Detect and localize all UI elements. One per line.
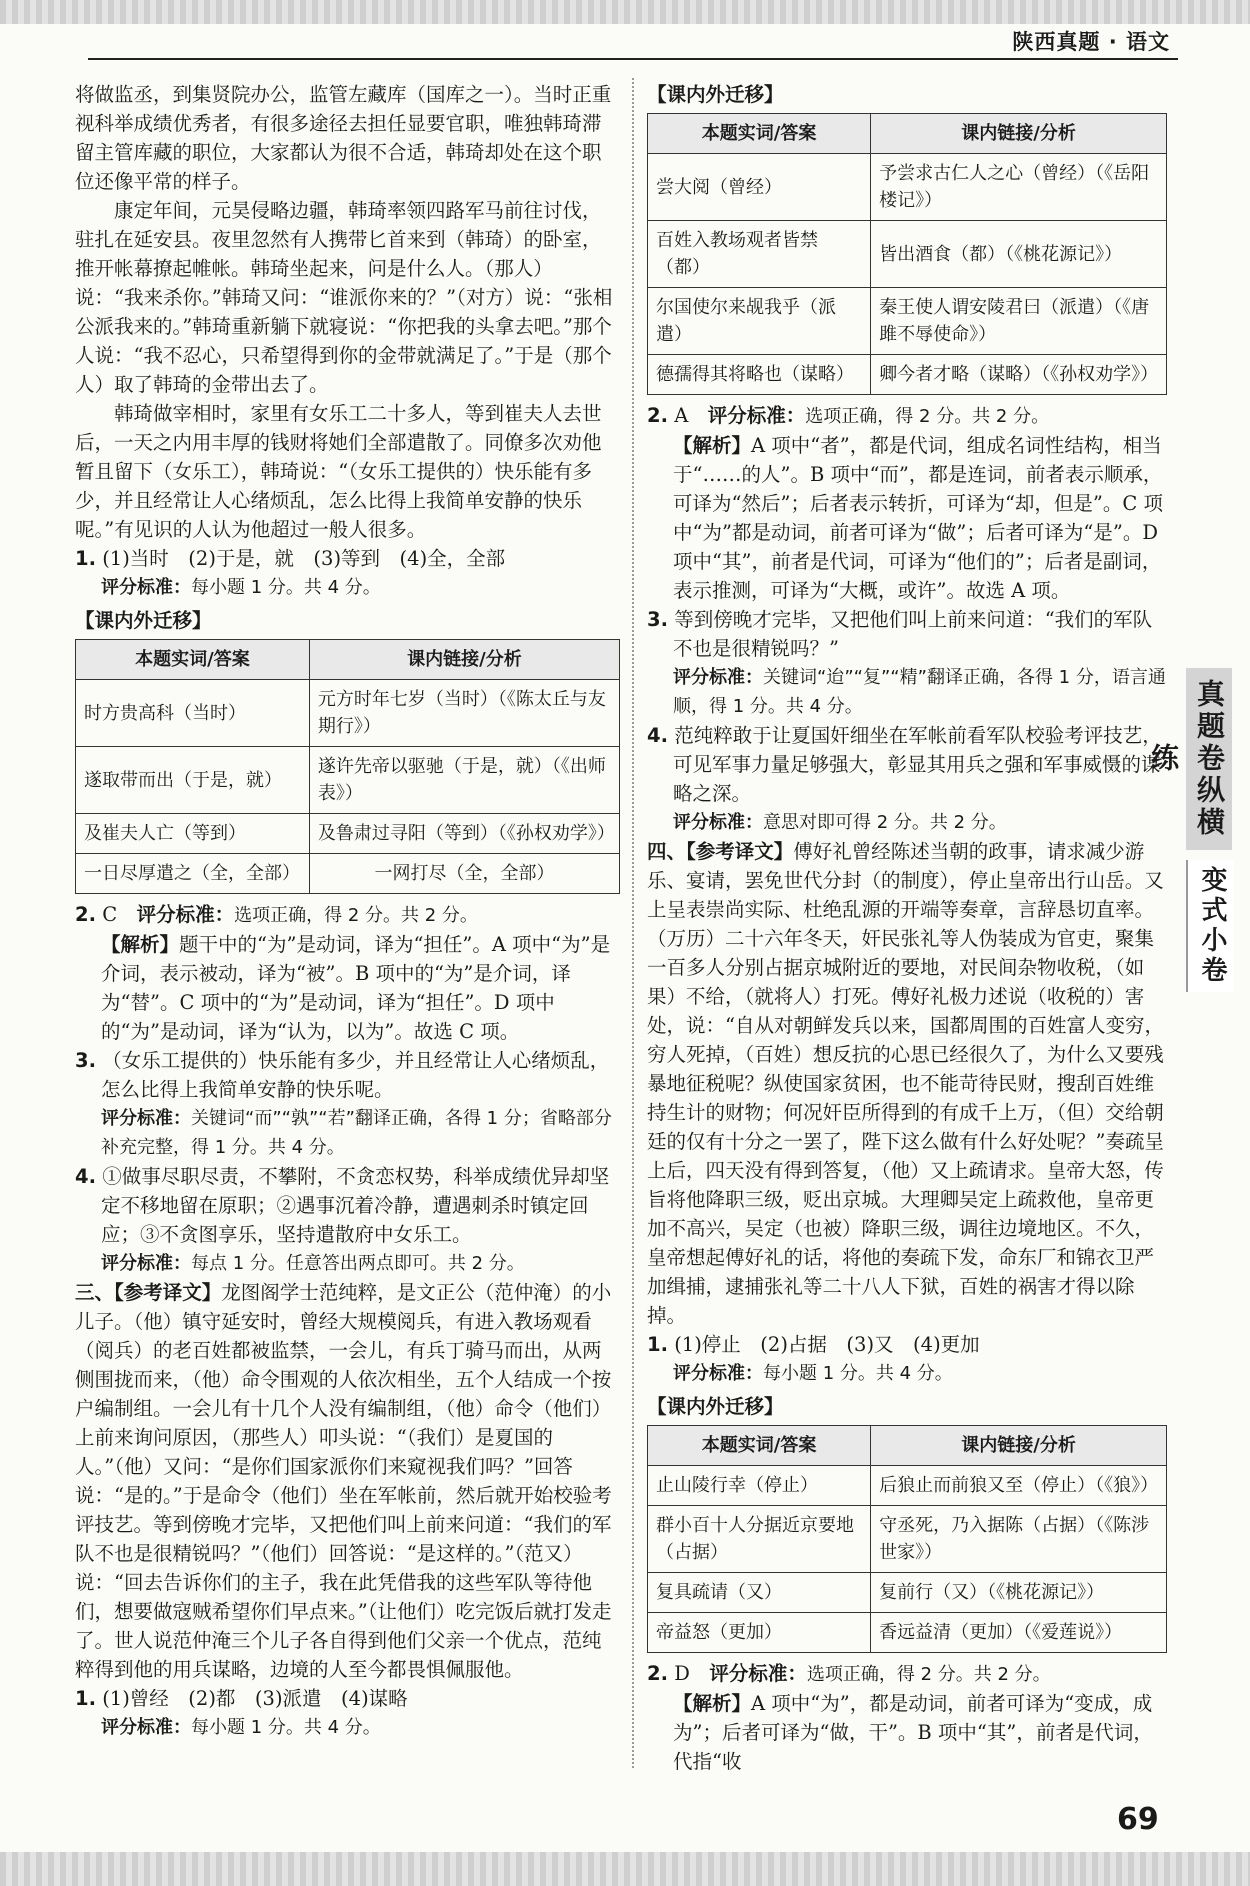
table-cell: 及鲁肃过寻阳（等到）（《孙权劝学》） (309, 814, 619, 854)
q-number: 1. (75, 1687, 96, 1710)
section-label: 三、【参考译文】 (75, 1281, 222, 1304)
answer-s4q1 (647, 1330, 1167, 1359)
score-text: 选项正确，得 2 分。共 2 分。 (805, 406, 1050, 427)
transfer-title: 【课内外迁移】 (647, 1395, 784, 1418)
analysis-text: A 项中“者”，都是代词，组成名词性结构，相当于“……的人”。B 项中“而”，都是连词，前者表示顺承，可译为“然后”；后者表示转折，可译为“却，但是”。C 项中“为”都是动词，前者可译为“做”；后者可译为“是”。D 项中“其”，前者是代词，可译为“他们的”；后者是副词，表示推测，可译为“大概，或许”。故选 A 项。 (673, 434, 1163, 602)
table-header-link: 课内链接/分析 (871, 114, 1167, 154)
score-q4 (647, 808, 1167, 837)
table-cell: 卿今者才略（谋略）（《孙权劝学》） (871, 355, 1167, 395)
table-row (648, 1466, 1167, 1506)
transfer-table-3 (647, 1425, 1167, 1653)
table-row (76, 854, 620, 894)
table-header-word: 本题实词/答案 (648, 114, 871, 154)
answer-text: ①做事尽职尽责，不攀附，不贪恋权势，科举成绩优异却坚定不移地留在原职；②遇事沉着冷静，遭遇刺杀时镇定回应；③不贪图享乐，坚持遣散府中女乐工。 (101, 1165, 610, 1246)
score-text: 选项正确，得 2 分。共 2 分。 (234, 905, 478, 926)
table-cell: 一日尽厚遣之（全，全部） (76, 854, 310, 894)
q-number: 4. (75, 1165, 96, 1188)
answer-text: 范纯粹敢于让夏国奸细坐在军帐前看军队校验考评技艺，可见军事力量足够强大，彰显其用兵之强和军事威慑的谋略之深。 (673, 724, 1162, 805)
analysis-q2 (647, 431, 1167, 605)
answer-q4 (647, 721, 1167, 808)
section-text: 傅好礼曾经陈述当朝的政事，请求减少游乐、宴请，罢免世代分封（的制度），停止皇帝出行山岳。又上呈表崇尚实际、杜绝乱源的开端等奏章，言辞恳切直率。（万历）二十六年冬天，奸民张礼等人伪装成为官吏，聚集一百多人分别占据京城附近的要地，对民间杂物收税，（如果）不给，（就将人）打死。傅好礼极力述说（收税的）害处，说：“自从对朝鲜发兵以来，国都周围的百姓富人变穷，穷人死掉，（百姓）想反抗的心思已经很久了，为什么又要残暴地征税呢？纵使国家贫困，也不能苛待民财，搜刮百姓维持生计的财物；何况奸臣所得到的有成千上万，（但）交给朝廷的仅有十分之一罢了，陛下这么做有什么好处呢？”奏疏呈上后，四天没有得到答复，（他）又上疏请求。皇帝大怒，传旨将他降职三级，贬出京城。大理卿吴定上疏救他，皇帝更加不高兴，吴定（也被）降职三级，调往边境地区。不久，皇帝想起傅好礼的话，将他的奏疏下发，命东厂和锦衣卫严加缉捕，逮捕张礼等二十八人下狱，百姓的祸害才得以除掉。 (647, 840, 1164, 1327)
score-text: 关键词“迨”“复”“精”翻译正确，各得 1 分，语言通顺，得 1 分。共 4 分。 (673, 667, 1166, 717)
score-text: 每小题 1 分。共 4 分。 (191, 577, 381, 598)
section-3-translation (75, 1278, 620, 1684)
translation-para-2: 康定年间，元昊侵略边疆，韩琦率领四路军马前往讨伐，驻扎在延安县。夜里忽然有人携带匕首来到（韩琦）的卧室，推开帐幕撩起帷帐。韩琦坐起来，问是什么人。（那人）说：“我来杀你。”韩琦又问：“谁派你来的？”（对方）说：“张相公派我来的。”韩琦重新躺下就寝说：“你把我的头拿去吧。”那个人说：“我不忍心，只希望得到你的金带就满足了。”于是（那个人）取了韩琦的金带出去了。 (75, 199, 613, 396)
header-rule (88, 58, 1178, 60)
transfer-table-1 (75, 639, 620, 894)
table-cell: 秦王使人谓安陵君曰（派遣）（《唐雎不辱使命》） (871, 288, 1167, 355)
score-label: 评分标准： (101, 577, 191, 598)
table-row (648, 1506, 1167, 1573)
analysis-text: A 项中“为”，都是动词，前者可译为“变成，成为”；后者可译为“做，干”。B 项中“其”，前者是代词，代指“收 (673, 1692, 1153, 1773)
answer-text: (1)曾经 (2)都 (3)派遣 (4)谋略 (102, 1687, 408, 1710)
table-header-link: 课内链接/分析 (309, 640, 619, 680)
answer-s3q1 (75, 1684, 620, 1713)
q-number: 2. (647, 1662, 668, 1685)
q-number: 1. (75, 547, 96, 570)
table-row (76, 680, 620, 747)
analysis-text: 题干中的“为”是动词，译为“担任”。A 项中“为”是介词，表示被动，译为“被”。B 项中的“为”是介词，译为“替”。C 项中的“为”是动词，译为“担任”。D 项中的“为”是动词，译为“认为，以为”。故选 C 项。 (101, 933, 611, 1043)
table-header-word: 本题实词/答案 (648, 1426, 871, 1466)
translation-para-1: 将做监丞，到集贤院办公，监管左藏库（国库之一）。当时正重视科举成绩优秀者，有很多途径去担任显要官职，唯独韩琦滞留主管库藏的职位，大家都认为很不合适，韩琦却处在这个职位还像平常的样子。 (75, 83, 612, 193)
score-label: 评分标准： (136, 903, 235, 926)
table-row (648, 221, 1167, 288)
score-text: 每小题 1 分。共 4 分。 (191, 1717, 381, 1738)
answer-q1 (75, 544, 620, 573)
table-row (648, 1573, 1167, 1613)
table-cell: 德孺得其将略也（谋略） (648, 355, 871, 395)
answer-text: (1)停止 (2)占据 (3)又 (4)更加 (674, 1333, 980, 1356)
section-4-translation (647, 837, 1167, 1330)
table-cell: 百姓入教场观者皆禁（都） (648, 221, 871, 288)
score-label: 评分标准： (673, 812, 763, 833)
score-label: 评分标准： (101, 1108, 191, 1129)
score-text: 每点 1 分。任意答出两点即可。共 2 分。 (191, 1253, 525, 1274)
translation-para-3: 韩琦做宰相时，家里有女乐工二十多人，等到崔夫人去世后，一天之内用丰厚的钱财将她们全部遣散了。同僚多次劝他暂且留下（女乐工），韩琦说：“（女乐工提供的）快乐能有多少，并且经常让人心绪烦乱，怎么比得上我简单安静的快乐呢。”有见识的人认为他超过一般人很多。 (75, 402, 602, 541)
column-divider (632, 78, 634, 1768)
table-cell: 止山陵行幸（停止） (648, 1466, 871, 1506)
score-text: 关键词“而”“孰”“若”翻译正确，各得 1 分；省略部分补充完整，得 1 分。共 4 分。 (101, 1108, 612, 1158)
score-text: 意思对即可得 2 分。共 2 分。 (763, 812, 1007, 833)
table-header-link: 课内链接/分析 (871, 1426, 1167, 1466)
answer-text: (1)当时 (2)于是，就 (3)等到 (4)全，全部 (102, 547, 506, 570)
score-label: 评分标准： (101, 1253, 191, 1274)
answer-q4 (75, 1162, 620, 1249)
table-cell: 一网打尽（全，全部） (309, 854, 619, 894)
answer-choice: D (674, 1662, 710, 1685)
table-cell: 帝益怒（更加） (648, 1613, 871, 1653)
score-label: 评分标准： (673, 667, 763, 688)
score-label: 评分标准： (101, 1717, 191, 1738)
table-row (76, 747, 620, 814)
q-number: 3. (75, 1049, 96, 1072)
page-number: 69 (1117, 1802, 1159, 1837)
table-cell: 尔国使尔来觇我乎（派遣） (648, 288, 871, 355)
q-number: 4. (647, 724, 668, 747)
table-header-word: 本题实词/答案 (76, 640, 310, 680)
score-label: 评分标准： (709, 1662, 807, 1685)
table-row (648, 154, 1167, 221)
table-row (648, 355, 1167, 395)
score-label: 评分标准： (673, 1363, 763, 1384)
table-row (648, 288, 1167, 355)
side-tab-bianshi: 变式小卷 (1186, 860, 1234, 992)
answer-q3 (75, 1046, 620, 1104)
analysis-label: 【解析】 (673, 434, 752, 457)
table-cell: 尝大阅（曾经） (648, 154, 871, 221)
table-cell: 元方时年七岁（当时）（《陈太丘与友期行》） (309, 680, 619, 747)
table-row (648, 1613, 1167, 1653)
table-cell: 复前行（又）（《桃花源记》） (871, 1573, 1167, 1613)
side-tab-zhenti: 真题卷纵横练 (1186, 668, 1232, 850)
score-q3 (75, 1104, 620, 1162)
table-cell: 遂许先帝以驱驰（于是，就）（《出师表》） (309, 747, 619, 814)
q-number: 2. (75, 903, 96, 926)
section-label: 四、【参考译文】 (647, 840, 794, 863)
table-cell: 群小百十人分据近京要地（占据） (648, 1506, 871, 1573)
transfer-table-2 (647, 113, 1167, 395)
table-cell: 遂取带而出（于是，就） (76, 747, 310, 814)
answer-choice: C (102, 903, 137, 926)
score-s3q1 (75, 1713, 620, 1742)
q-number: 3. (647, 608, 668, 631)
q-number: 1. (647, 1333, 668, 1356)
table-cell: 予尝求古仁人之心（曾经）（《岳阳楼记》） (871, 154, 1167, 221)
score-q4 (75, 1249, 620, 1278)
bottom-band (0, 1852, 1250, 1886)
top-band (0, 0, 1250, 24)
answer-text: （女乐工提供的）快乐能有多少，并且经常让人心绪烦乱，怎么比得上我简单安静的快乐呢。 (101, 1049, 610, 1101)
left-column (75, 80, 620, 1742)
answer-text: 等到傍晚才完毕，又把他们叫上前来问道：“我们的军队不也是很精锐吗？” (673, 608, 1153, 660)
answer-q2 (647, 401, 1167, 431)
score-text: 选项正确，得 2 分。共 2 分。 (806, 1664, 1051, 1685)
answer-choice: A (674, 404, 708, 427)
right-column (647, 80, 1167, 1776)
score-q1 (75, 573, 620, 602)
page-header: 陕西真题 · 语文 (1012, 30, 1170, 54)
score-s4q1 (647, 1359, 1167, 1388)
score-text: 每小题 1 分。共 4 分。 (763, 1363, 953, 1384)
score-q3 (647, 663, 1167, 721)
table-cell: 复具疏请（又） (648, 1573, 871, 1613)
analysis-label: 【解析】 (101, 933, 180, 956)
table-cell: 香远益清（更加）（《爱莲说》） (871, 1613, 1167, 1653)
answer-s4q2 (647, 1659, 1167, 1689)
transfer-title: 【课内外迁移】 (75, 609, 212, 632)
transfer-title: 【课内外迁移】 (647, 83, 784, 106)
table-cell: 皆出酒食（都）（《桃花源记》） (871, 221, 1167, 288)
answer-q2 (75, 900, 620, 930)
table-cell: 守丞死，乃入据陈（占据）（《陈涉世家》） (871, 1506, 1167, 1573)
table-cell: 及崔夫人亡（等到） (76, 814, 310, 854)
table-cell: 后狼止而前狼又至（停止）（《狼》） (871, 1466, 1167, 1506)
answer-q3 (647, 605, 1167, 663)
section-text: 龙图阁学士范纯粹，是文正公（范仲淹）的小儿子。（他）镇守延安时，曾经大规模阅兵，有进入教场观看（阅兵）的老百姓都被监禁，一会儿，有兵丁骑马而出，从两侧围拢而来，（他）命令围观的人依次相坐，五个人结成一个按户编制组。一会儿有十几个人没有编制组，（他）命令（他们）上前来询问原因，（那些人）叩头说：“（我们）是夏国的人。”（他）又问：“是你们国家派你们来窥视我们吗？”回答说：“是的。”于是命令（他们）坐在军帐前，然后就开始校验考评技艺。等到傍晚才完毕，又把他们叫上前来问道：“我们的军队不也是很精锐吗？”（他们）回答说：“是这样的。”（范又）说：“回去告诉你们的主子，我在此凭借我的这些军队等待他们，想要做寇贼希望你们早点来。”（让他们）吃完饭后就打发走了。世人说范仲淹三个儿子各自得到他们父亲一个优点，范纯粹得到他的用兵谋略，边境的人至今都畏惧佩服他。 (75, 1281, 612, 1681)
q-number: 2. (647, 404, 668, 427)
score-label: 评分标准： (707, 404, 806, 427)
analysis-s4q2 (647, 1689, 1167, 1776)
table-cell: 时方贵高科（当时） (76, 680, 310, 747)
analysis-label: 【解析】 (673, 1692, 752, 1715)
analysis-q2 (75, 930, 620, 1046)
table-row (76, 814, 620, 854)
